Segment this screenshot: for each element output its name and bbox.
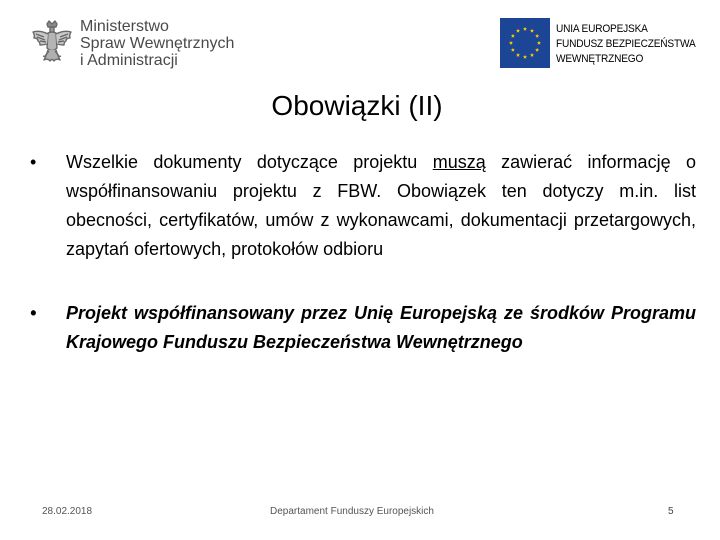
eu-fund-name [556,22,696,67]
bullet-marker: • [30,303,37,323]
bullet-text-part: Wszelkie dokumenty dotyczące projektu [66,152,433,172]
bullet-text: Projekt współfinansowany przez Unię Europejską ze środków Programu Krajowego Funduszu Bezpieczeństwa Wewnętrznego [66,303,696,352]
page-number: 5 [668,506,674,517]
polish-eagle-icon [30,20,74,70]
ministry-name-line3: i Administracji [80,52,178,69]
eu-logo [500,18,700,70]
ministry-name-line1: Ministerstwo [80,18,169,35]
eu-flag-icon [500,18,550,68]
bullet-marker: • [30,152,37,172]
bullet-item [30,148,696,264]
footer-department: Departament Funduszy Europejskich [270,506,434,517]
slide-title [0,88,720,124]
slide-title-text: Obowiązki (II) [271,90,443,121]
bullet-list [30,148,696,357]
bullet-item [30,299,696,357]
bullet-text [66,152,696,259]
ministry-logo [30,18,245,72]
bullet-text-part: zawierać informację o współfinansowaniu projektu z FBW. Obowiązek ten dotyczy m.in. list obecności, certyfikatów, umów z wykonawcami, dokumentacji przetargowych, zapytań ofertowych, protokołów odbioru [66,152,696,259]
bullet-emphasis: muszą [432,152,486,172]
eu-fund-line3: WEWNĘTRZNEGO [556,53,644,65]
eu-fund-line2: FUNDUSZ BEZPIECZEŃSTWA [556,38,696,50]
eu-fund-line1: UNIA EUROPEJSKA [556,23,648,35]
ministry-name-line2: Spraw Wewnętrznych [80,35,235,52]
ministry-name [80,18,234,69]
footer-date: 28.02.2018 [42,506,93,517]
